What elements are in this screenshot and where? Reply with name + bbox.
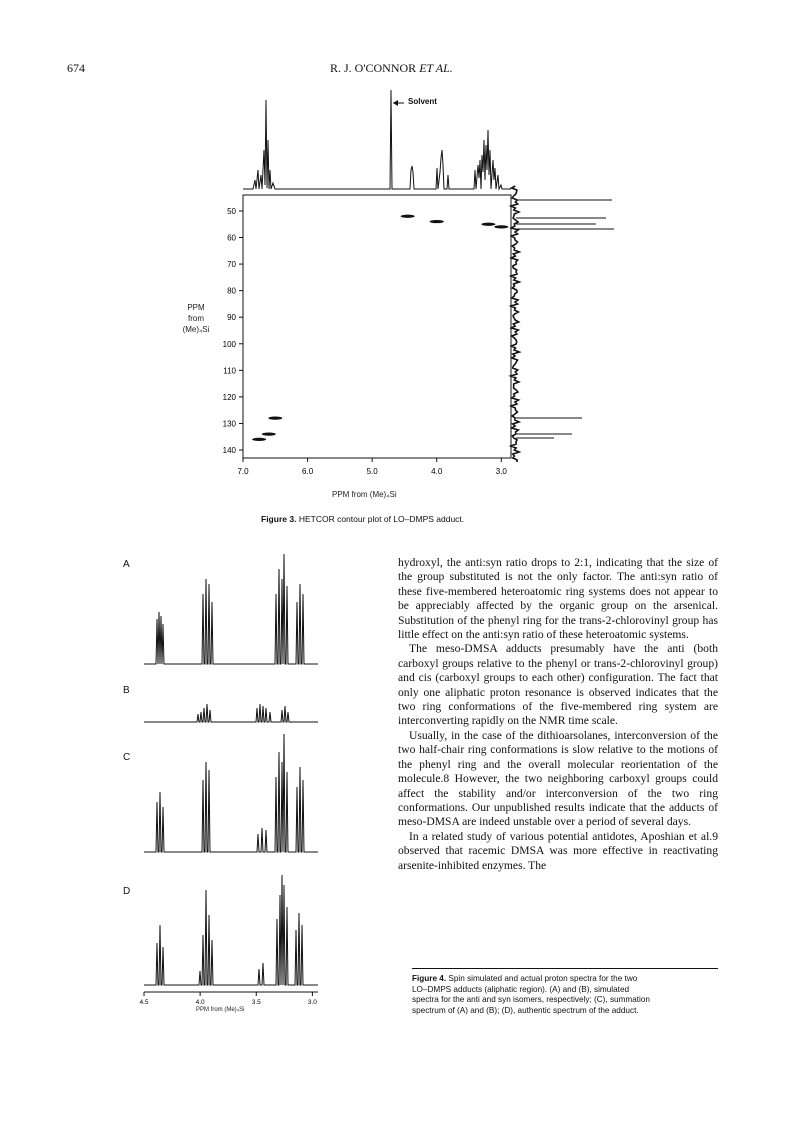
panel-label-d: D bbox=[123, 886, 131, 897]
spectrum-a bbox=[144, 554, 318, 664]
y-tick-label: 80 bbox=[227, 286, 236, 296]
spectra-x-axis-label: PPM from (Me)₄Si bbox=[196, 1007, 245, 1013]
y-tick-label: 60 bbox=[227, 233, 236, 243]
figure4-caption-line-3: spectra for the anti and syn isomers, respectively; (C), summation bbox=[412, 995, 650, 1005]
page-number: 674 bbox=[67, 61, 85, 75]
panel-label-b: B bbox=[123, 685, 130, 696]
x-tick-label: 3.0 bbox=[495, 467, 507, 476]
running-title-authors: R. J. O'CONNOR bbox=[330, 61, 420, 75]
y-tick-label: 70 bbox=[227, 260, 236, 270]
spectra-tick-label: 4.5 bbox=[139, 999, 149, 1006]
y-tick-label: 130 bbox=[222, 419, 236, 429]
y-tick-label: 90 bbox=[227, 313, 236, 323]
figure4-caption-line-4: spectrum of (A) and (B); (D), authentic spectrum of the adduct. bbox=[412, 1005, 639, 1015]
spectra-tick-label: 4.0 bbox=[195, 999, 205, 1006]
spectrum-c bbox=[144, 734, 318, 852]
running-title-et-al: ET AL. bbox=[419, 61, 453, 75]
paragraph-2: The meso-DMSA adducts presumably have the anti (both carboxyl groups relative to the phenyl or trans-2-chlorovinyl group) and cis (carboxyl groups to each other) configuration. The fact that only one aliphatic proton resonance is observed indicates that the two ring conformations of the five-membered ring system are interconverting rapidly on the NMR time scale. bbox=[398, 642, 718, 728]
x-tick-label: 4.0 bbox=[431, 467, 443, 476]
paragraph-4: In a related study of various potential antidotes, Aposhian et al.9 observed that racemic DMSA was more effective in reactivating arsenite-inhibited enzymes. The bbox=[398, 829, 718, 872]
figure4-caption-rule bbox=[412, 968, 718, 969]
figure3-caption-label: Figure 3. bbox=[261, 514, 297, 524]
figure3-caption-text: HETCOR contour plot of LO–DMPS adduct. bbox=[298, 514, 465, 524]
x-tick-label: 6.0 bbox=[302, 467, 314, 476]
y-label-line-2: from bbox=[188, 314, 204, 323]
y-tick-label: 140 bbox=[222, 446, 236, 456]
y-tick-label: 120 bbox=[222, 392, 236, 402]
y-label-line-3: (Me)₄Si bbox=[182, 325, 210, 334]
spectra-tick-label: 3.5 bbox=[251, 999, 261, 1006]
x-tick-label: 7.0 bbox=[237, 467, 249, 476]
figure4-caption-line-2: LO–DMPS adducts (aliphatic region). (A) and (B), simulated bbox=[412, 984, 630, 994]
solvent-label: Solvent bbox=[408, 97, 437, 106]
paragraph-3: Usually, in the case of the dithioarsolanes, interconversion of the two half-chair ring conformations is slow relative to the motions of the phenyl ring and the overall molecular reorientation of the molecule.8 However, the two neighboring carboxyl groups could affect the stability and/or interconversion of the two ring conformations. Our unpublished results indicate that the adducts of meso-DMSA are indeed unstable over a period of several days. bbox=[398, 728, 718, 829]
paragraph-1: hydroxyl, the anti:syn ratio drops to 2:1, indicating that the size of the group substituted is not the only factor. The anti:syn ratio of these five-membered heteroatomic ring systems does not appear to be appreciably affected by the organic group on the arsenical. Substitution of the phenyl ring for the trans-2-chlorovinyl group has little effect on the anti:syn ratio of these heteroatomic systems. bbox=[398, 556, 718, 642]
spectra-tick-label: 3.0 bbox=[307, 999, 317, 1006]
figure4-caption-line-1 bbox=[412, 974, 718, 985]
x-tick-label: 5.0 bbox=[366, 467, 378, 476]
y-tick-label: 110 bbox=[223, 366, 236, 376]
panel-label-c: C bbox=[123, 752, 131, 763]
figure4-caption-line-1-text: Spin simulated and actual proton spectra for the two bbox=[448, 974, 638, 983]
figure4-caption bbox=[412, 974, 718, 1016]
y-tick-label: 100 bbox=[222, 339, 236, 349]
body-text-column bbox=[398, 556, 718, 873]
y-label-line-1: PPM bbox=[187, 303, 205, 312]
hetcor-x-axis-label: PPM from (Me)₄Si bbox=[332, 490, 397, 499]
spectrum-d bbox=[144, 875, 318, 985]
y-tick-label: 50 bbox=[227, 206, 236, 216]
spectra-x-ticks bbox=[139, 992, 317, 1006]
panel-label-a: A bbox=[123, 559, 130, 570]
spectrum-b bbox=[144, 704, 318, 722]
figure4-caption-label: Figure 4. bbox=[412, 974, 447, 983]
spectra-traces bbox=[144, 554, 318, 985]
